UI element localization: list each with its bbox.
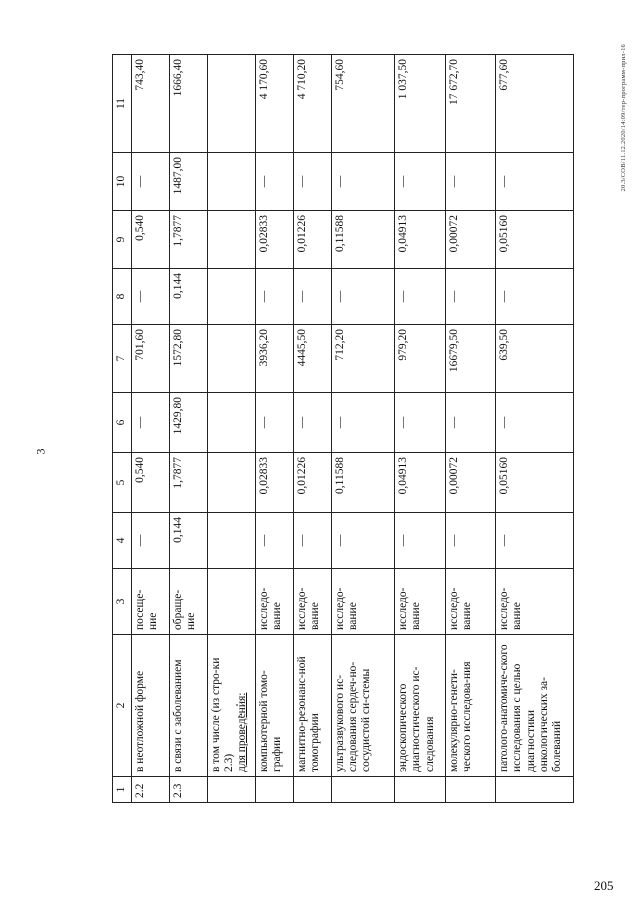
row-number [331, 777, 394, 803]
value-cell [207, 453, 255, 513]
col-header: 11 [113, 55, 132, 153]
value-cell: — [294, 153, 332, 211]
col-header: 9 [113, 211, 132, 269]
col-header: 7 [113, 325, 132, 393]
value-cell [207, 153, 255, 211]
col-header: 2 [113, 635, 132, 777]
unit-cell: посеще-ние [132, 569, 170, 635]
value-cell: 0,04913 [395, 453, 445, 513]
value-cell: — [331, 153, 394, 211]
value-cell: 1 037,50 [395, 55, 445, 153]
page-number: 205 [594, 878, 614, 893]
value-cell: — [445, 269, 495, 325]
value-cell: — [395, 269, 445, 325]
tariff-table [112, 54, 574, 803]
row-label: в неотложной форме [132, 635, 170, 777]
value-cell [207, 325, 255, 393]
value-cell: 3936,20 [256, 325, 294, 393]
row-number [496, 777, 574, 803]
row-label: ультразвукового ис-следования сердеч-но-сосудистой си-стемы [331, 635, 394, 777]
row-number [256, 777, 294, 803]
value-cell: — [445, 513, 495, 569]
value-cell: — [395, 513, 445, 569]
col-header: 3 [113, 569, 132, 635]
value-cell [207, 269, 255, 325]
table-row [170, 55, 208, 803]
side-code: 20.3/СОВ/11.12.2020/14:09/тер-программ-прил-16 [620, 44, 627, 192]
value-cell: 0,11588 [331, 211, 394, 269]
value-cell: 743,40 [132, 55, 170, 153]
unit-cell: исследо-вание [331, 569, 394, 635]
value-cell: 0,11588 [331, 453, 394, 513]
value-cell: 0,00072 [445, 211, 495, 269]
value-cell: — [256, 269, 294, 325]
row-number [294, 777, 332, 803]
value-cell: 4 170,60 [256, 55, 294, 153]
row-number: 2.3 [170, 777, 208, 803]
row-number: 2.2 [132, 777, 170, 803]
value-cell: — [331, 393, 394, 453]
row-number [445, 777, 495, 803]
value-cell: — [132, 269, 170, 325]
value-cell: 0,01226 [294, 453, 332, 513]
row-label: компьютерной томо-графии [256, 635, 294, 777]
value-cell: 0,05160 [496, 211, 574, 269]
col-header: 5 [113, 453, 132, 513]
value-cell: 0,01226 [294, 211, 332, 269]
col-header: 1 [113, 777, 132, 803]
unit-cell: исследо-вание [395, 569, 445, 635]
row-label: эндоскопического диагностического ис-следования [395, 635, 445, 777]
value-cell: 1,7877 [170, 211, 208, 269]
value-cell: — [294, 393, 332, 453]
value-cell: 0,00072 [445, 453, 495, 513]
row-label: магнитно-резонанс-ной томографии [294, 635, 332, 777]
value-cell: 1487,00 [170, 153, 208, 211]
value-cell: 0,144 [170, 513, 208, 569]
value-cell: — [331, 513, 394, 569]
value-cell [207, 513, 255, 569]
value-cell: 0,540 [132, 211, 170, 269]
unit-cell: исследо-вание [294, 569, 332, 635]
value-cell: 0,540 [132, 453, 170, 513]
section-number: 3 [33, 448, 48, 455]
value-cell: 1,7877 [170, 453, 208, 513]
table-row [294, 55, 332, 803]
row-label: в связи с заболеванием [170, 635, 208, 777]
value-cell: 712,20 [331, 325, 394, 393]
value-cell: — [256, 513, 294, 569]
unit-cell: исследо-вание [496, 569, 574, 635]
value-cell: — [132, 513, 170, 569]
unit-cell: исследо-вание [445, 569, 495, 635]
value-cell: — [331, 269, 394, 325]
table-row [445, 55, 495, 803]
table-row [256, 55, 294, 803]
value-cell: — [132, 393, 170, 453]
table-row [132, 55, 170, 803]
value-cell: 0,04913 [395, 211, 445, 269]
value-cell: 1572,80 [170, 325, 208, 393]
unit-cell: исследо-вание [256, 569, 294, 635]
col-header: 8 [113, 269, 132, 325]
value-cell: 1429,80 [170, 393, 208, 453]
value-cell: — [256, 153, 294, 211]
row-label-underlined: для проведения: [236, 692, 249, 772]
row-label: молекулярно-генети-ческого исследова-ния [445, 635, 495, 777]
table-container [112, 55, 574, 803]
row-label-part: в том числе (из стро-ки 2.3) [209, 657, 236, 772]
value-cell: — [445, 153, 495, 211]
table-row [331, 55, 394, 803]
value-cell: — [496, 513, 574, 569]
value-cell: 754,60 [331, 55, 394, 153]
header-row [113, 55, 132, 803]
value-cell: 17 672,70 [445, 55, 495, 153]
table-row [496, 55, 574, 803]
row-number [207, 777, 255, 803]
unit-cell: обраще-ние [170, 569, 208, 635]
value-cell: 639,50 [496, 325, 574, 393]
col-header: 6 [113, 393, 132, 453]
value-cell: — [445, 393, 495, 453]
value-cell: 4445,50 [294, 325, 332, 393]
value-cell: — [395, 393, 445, 453]
table-row [207, 55, 255, 803]
value-cell [207, 211, 255, 269]
col-header: 4 [113, 513, 132, 569]
row-label [207, 635, 255, 777]
value-cell: — [256, 393, 294, 453]
value-cell: — [132, 153, 170, 211]
value-cell: 0,02833 [256, 211, 294, 269]
value-cell: — [294, 513, 332, 569]
value-cell: 677,60 [496, 55, 574, 153]
value-cell: 4 710,20 [294, 55, 332, 153]
value-cell [207, 393, 255, 453]
value-cell: — [496, 153, 574, 211]
value-cell: 0,144 [170, 269, 208, 325]
value-cell: 701,60 [132, 325, 170, 393]
value-cell: 979,20 [395, 325, 445, 393]
value-cell: — [294, 269, 332, 325]
value-cell: 1666,40 [170, 55, 208, 153]
value-cell: — [496, 269, 574, 325]
col-header: 10 [113, 153, 132, 211]
value-cell [207, 55, 255, 153]
value-cell: 0,05160 [496, 453, 574, 513]
value-cell: — [395, 153, 445, 211]
table-row [395, 55, 445, 803]
value-cell: — [496, 393, 574, 453]
unit-cell [207, 569, 255, 635]
value-cell: 16679,50 [445, 325, 495, 393]
value-cell: 0,02833 [256, 453, 294, 513]
row-number [395, 777, 445, 803]
row-label: патолого-анатомиче-ского исследования с целью диагностики онкологических за-болеваний [496, 635, 574, 777]
